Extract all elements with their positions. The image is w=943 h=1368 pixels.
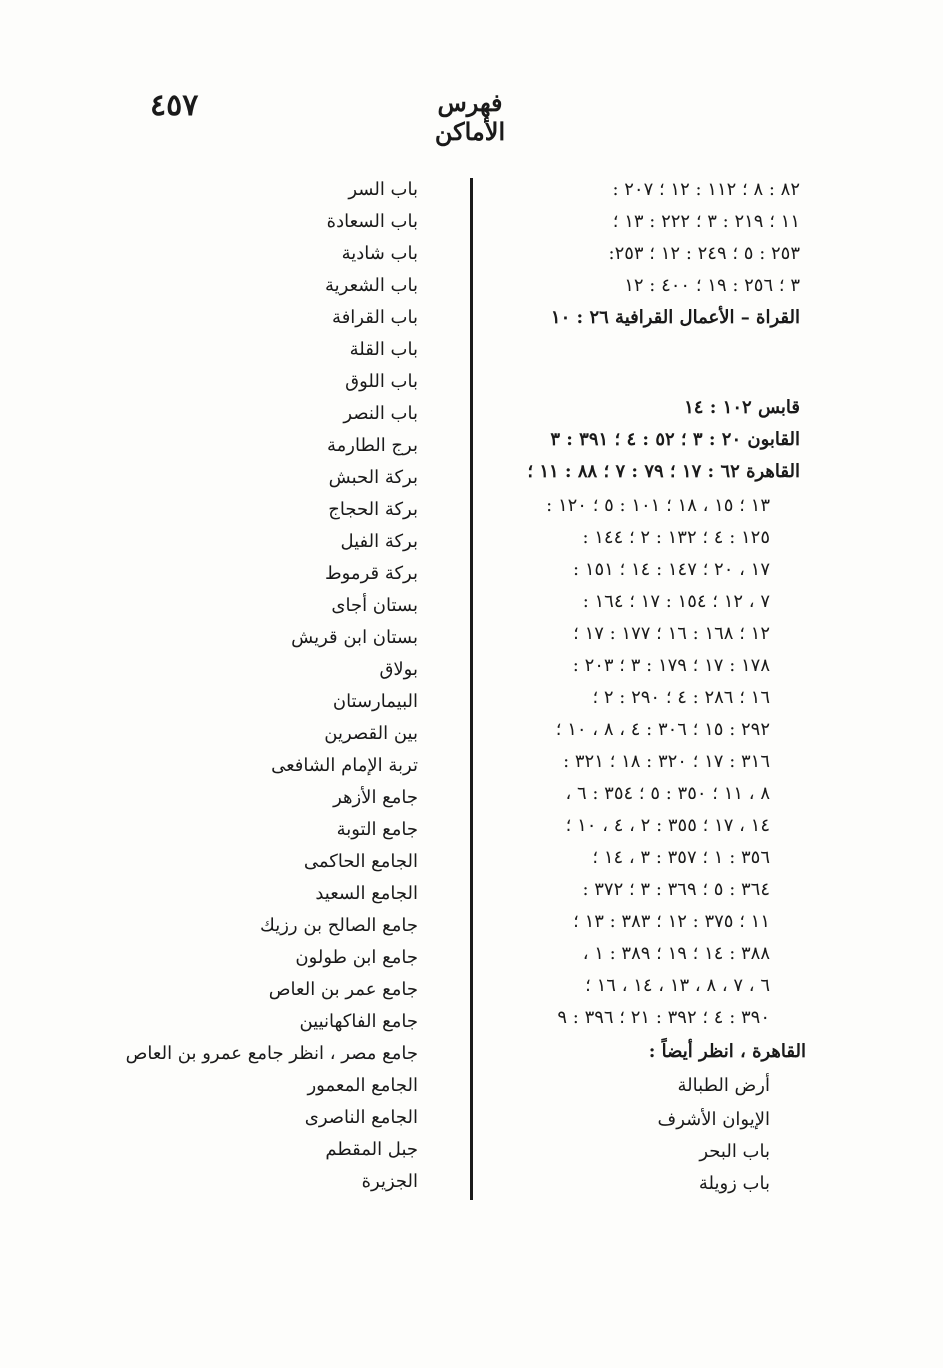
page-reference-line: ١٧ ، ٢٠ ؛ ١٤٧ : ١٤ ؛ ١٥١ :	[573, 559, 770, 580]
index-entry: بستان ابن قريش	[291, 627, 418, 648]
index-entry: برج الطارمة	[326, 435, 418, 456]
index-entry: تربة الإمام الشافعى	[271, 755, 418, 776]
index-entry: جامع الأزهر	[333, 787, 418, 808]
index-entry: جامع الصالح بن رزيك	[260, 915, 418, 936]
index-entry: بركة الفيل	[340, 531, 418, 552]
index-entry: بستان أجاى	[331, 595, 418, 616]
index-entry: بركة الحبش	[328, 467, 418, 488]
index-entry: الجامع الناصرى	[304, 1107, 418, 1128]
index-entry: جامع مصر ، انظر جامع عمرو بن العاص	[125, 1043, 418, 1064]
index-entry: باب اللوق	[345, 371, 418, 392]
see-also-item: باب زويلة	[698, 1173, 770, 1194]
index-entry: بين القصرين	[324, 723, 418, 744]
index-entry: بولاق	[379, 659, 418, 680]
page-reference-line: ٢٥٣ : ٥ ؛ ٢٤٩ : ١٢ ؛ ٢٥٣:	[608, 243, 800, 264]
index-entry: الجامع الحاكمى	[303, 851, 418, 872]
page-reference-line: ٣١٦ : ١٧ ؛ ٣٢٠ : ١٨ ؛ ٣٢١ :	[563, 751, 770, 772]
index-entry: الجامع السعيد	[315, 883, 418, 904]
index-entry: باب السعادة	[326, 211, 418, 232]
page-reference-line: ١٧٨ : ١٧ ؛ ١٧٩ : ٣ ؛ ٢٠٣ :	[572, 655, 770, 676]
page-reference-line: ٨٢ : ٨ ؛ ١١٢ : ١٢ ؛ ٢٠٧ :	[612, 179, 800, 200]
index-entry: باب القرافة	[332, 307, 418, 328]
index-entry: بركة الحجاج	[328, 499, 418, 520]
page-reference-line: ١١ ؛ ٢١٩ : ٣ ؛ ٢٢٢ : ١٣ ؛	[612, 211, 800, 232]
page-reference-line: ٣٩٠ : ٤ ؛ ٣٩٢ : ٢١ ؛ ٣٩٦ : ٩	[557, 1007, 770, 1028]
index-entry: جامع الفاكهانيين	[299, 1011, 418, 1032]
page-reference-line: ١١ ؛ ٣٧٥ : ١٢ ؛ ٣٨٣ : ١٣ ؛	[573, 911, 770, 932]
page-reference-line: ٣ ؛ ٢٥٦ : ١٩ ؛ ٤٠٠ : ١٢	[624, 275, 800, 296]
page-reference-line: ١٢ ؛ ١٦٨ : ١٦ ؛ ١٧٧ : ١٧ ؛	[573, 623, 770, 644]
index-entry-cairo: القاهرة ٦٢ : ١٧ ؛ ٧٩ : ٧ ؛ ٨٨ : ١١ ؛	[527, 461, 800, 482]
page-reference-line: ١٢٥ : ٤ ؛ ١٣٢ : ٢ ؛ ١٤٤ :	[582, 527, 770, 548]
page-number: ٤٥٧	[150, 88, 199, 123]
index-entry: باب النصر	[343, 403, 418, 424]
page-reference-line: ٣٥٦ : ١ ؛ ٣٥٧ : ٣ ، ١٤ ؛	[592, 847, 770, 868]
page-reference-line: ٧ ، ١٢ ؛ ١٥٤ : ١٧ ؛ ١٦٤ :	[582, 591, 770, 612]
see-also-item: الإيوان الأشرف	[657, 1109, 770, 1130]
index-entry: البيمارستان	[332, 691, 418, 712]
index-entry: الجزيرة	[361, 1171, 418, 1192]
page-reference-line: ١٦ ؛ ٢٨٦ : ٤ ؛ ٢٩٠ : ٢ ؛	[592, 687, 770, 708]
page-reference-line: ٢٩٢ : ١٥ ؛ ٣٠٦ : ٤ ، ٨ ، ١٠ ؛	[555, 719, 770, 740]
right-column	[490, 178, 806, 1198]
page-reference-line: ٣٦٤ : ٥ ؛ ٣٦٩ : ٣ ؛ ٣٧٢ :	[582, 879, 770, 900]
index-entry-qabun: القابون ٢٠ : ٣ ؛ ٥٢ : ٤ ؛ ٣٩١ : ٣	[550, 429, 800, 450]
index-entry: بركة قرموط	[324, 563, 418, 584]
page-reference-line: ١٣ ؛ ١٥ ، ١٨ ؛ ١٠١ : ٥ ؛ ١٢٠ :	[546, 495, 770, 516]
index-entry: باب القلة	[349, 339, 418, 360]
index-entry: جامع ابن طولون	[295, 947, 418, 968]
see-also-item: أرض الطبالة	[677, 1075, 770, 1096]
index-entry-qabis: قابس ١٠٢ : ١٤	[684, 397, 800, 418]
page-reference-line: ١٤ ، ١٧ ؛ ٣٥٥ : ٢ ، ٤ ، ١٠ ؛	[565, 815, 770, 836]
index-entry: باب الشعرية	[325, 275, 418, 296]
index-entry: جامع التوبة	[336, 819, 418, 840]
index-entry: جبل المقطم	[325, 1139, 418, 1160]
index-entry: جامع عمر بن العاص	[268, 979, 418, 1000]
page-title: فهرس الأماكن	[434, 88, 506, 146]
page-reference-line: ٦ ، ٧ ، ٨ ، ١٣ ، ١٤ ، ١٦ ؛	[585, 975, 770, 996]
index-entry: باب شادية	[341, 243, 418, 264]
index-entry-qarafa: القراة – الأعمال القرافية ٢٦ : ١٠	[550, 307, 800, 328]
see-also-heading: القاهرة ، انظر أيضاً :	[648, 1041, 806, 1062]
column-divider	[470, 178, 473, 1200]
page-reference-line: ٣٨٨ : ١٤ ؛ ١٩ ؛ ٣٨٩ : ١ ،	[582, 943, 770, 964]
left-column	[100, 178, 418, 1198]
page-reference-line: ٨ ، ١١ ؛ ٣٥٠ : ٥ ؛ ٣٥٤ : ٦ ،	[565, 783, 770, 804]
index-entry: باب السر	[348, 179, 418, 200]
index-entry: الجامع المعمور	[307, 1075, 418, 1096]
see-also-item: باب البحر	[699, 1141, 770, 1162]
